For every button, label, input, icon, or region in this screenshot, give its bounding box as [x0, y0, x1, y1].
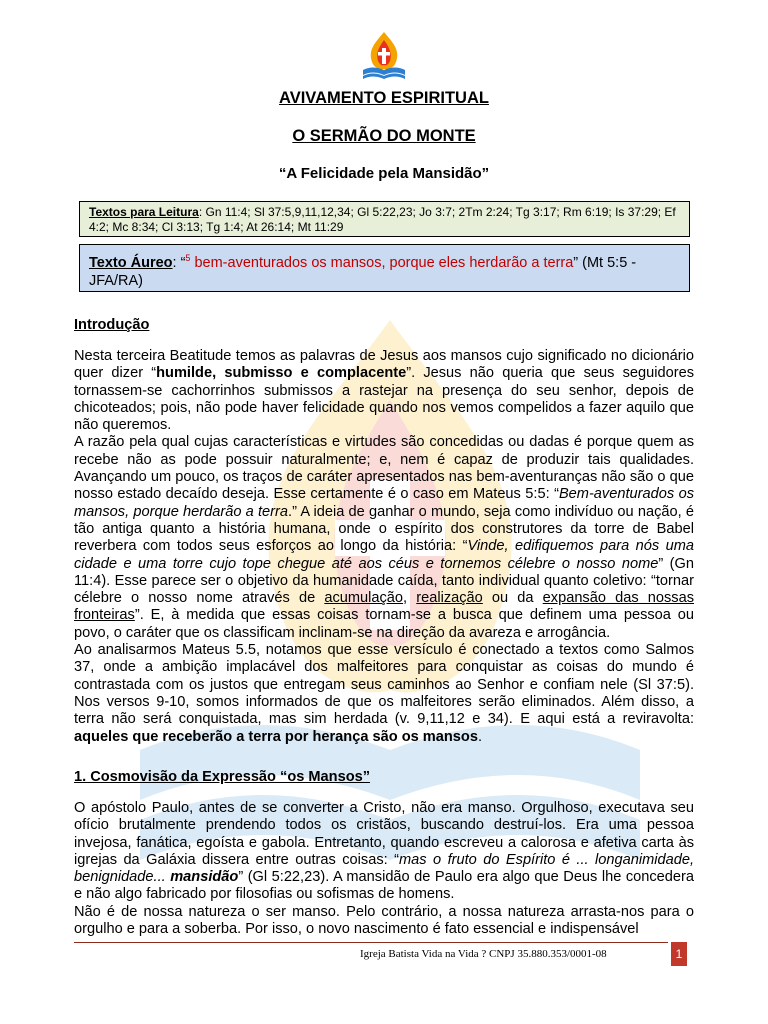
intro-body: [74, 348, 694, 746]
section-1-heading: 1. Cosmovisão da Expressão “os Mansos”: [74, 769, 371, 785]
intro-heading: Introdução: [74, 317, 150, 333]
sermon-title: O SERMÃO DO MONTE: [292, 127, 476, 145]
footer-church-info: Igreja Batista Vida na Vida ? CNPJ 35.880.353/0001-08: [360, 948, 607, 960]
section-1-paragraph-1: O apóstolo Paulo, antes de se converter a Cristo, não era manso. Orgulhoso, executava seu ofício brutalmente prendendo todos os cristãos, buscando destruí-los. Era uma pessoa invejosa, fanática, egoísta e gabola. Entretanto, quando escreveu a calorosa e afetiva carta às igrejas da Galáxia dissera entre outras coisas: “mas o fruto do Espírito é ... longanimidade, benignidade... mansidão” (Gl 5:22,23). A mansidão de Paulo era algo que Deus lhe concedera e não algo fabricado por filosofias ou sofismas de homens.: [74, 800, 694, 903]
golden-text-box: [79, 244, 690, 292]
section-1-body: [74, 800, 694, 938]
golden-label: Texto Áureo: [89, 254, 173, 271]
reading-texts-box: [79, 201, 690, 237]
page-number: 1: [671, 942, 687, 966]
sermon-subtitle: “A Felicidade pela Mansidão”: [278, 165, 490, 182]
intro-paragraph-2: A razão pela qual cujas características e virtudes são concedidas ou dadas é porque quem as recebe não as pode possuir naturalmente; e, nem é capaz de produzir tais qualidades. Avançando um pouco, os traços de caráter apresentados nas bem-aventuranças não são o que nosso estado decaído deseja. Esse certamente é o caso em Mateus 5:5: “Bem-aventurados os mansos, porque herdarão a terra.” A ideia de ganhar o mundo, seja como indivíduo ou nação, é tão antiga quanto a história humana, onde o espírito dos construtores da torre de Babel reverbera com todos seus esforços ao longo da história: “Vinde, edifiquemos para nós uma cidade e uma torre cujo tope chegue até aos céus e tornemos célebre o nosso nome” (Gn 11:4). Esse parece ser o objetivo da humanidade caída, tanto individual quanto coletivo: “tornar célebre o nosso nome através de acumulação, realização ou da expansão das nossas fronteiras”. E, à medida que essas coisas tornam-se a busca que definem uma pessoa ou povo, o caráter que os classificam inclinam-se na direção da avareza e arrogância.: [74, 434, 695, 641]
footer-divider: [74, 942, 668, 943]
intro-paragraph-3: Ao analisarmos Mateus 5.5, notamos que esse versículo é conectado a textos como Salmos 37, onde a ambição implacável dos malfeitores para conquistar as coisas do mundo é contrastada com os justos que entregam seus caminhos ao Senhor e confiam nele (Sl 37:5). Nos versos 9-10, somos informados de que os malfeitores serão eliminados. Além disso, a terra não será conquistada, mas sim herdada (v. 9,11,12 e 34). E aqui está a reviravolta: aqueles que receberão a terra por herança são os mansos.: [74, 642, 694, 745]
golden-verse: bem-aventurados os mansos, porque eles herdarão a terra: [190, 254, 574, 271]
reading-references: : Gn 11:4; Sl 37:5,9,11,12,34; Gl 5:22,23; Jo 3:7; 2Tm 2:24; Tg 3:17; Rm 6:19; Is 37:29; Ef 4:2; Mc 8:34; Cl 3:13; Tg 1:4; At 26:14; Mt 11:29: [89, 205, 676, 234]
intro-paragraph-1: Nesta terceira Beatitude temos as palavras de Jesus aos mansos cujo significado no dicionário quer dizer “humilde, submisso e complacente”. Jesus não queria que seus seguidores tornassem-se cachorrinhos submissos a rastejar na presença do seu senhor, depois de chicoteados; pois, não pode haver felicidade quando nos vemos compelidos a fazer aquilo que não queremos.: [74, 348, 694, 434]
reading-label: Textos para Leitura: [89, 205, 199, 219]
church-logo-icon: [360, 30, 408, 82]
golden-open-quote: : “: [172, 254, 186, 271]
section-1-paragraph-2: Não é de nossa natureza o ser manso. Pelo contrário, a nossa natureza arrasta-nos para o orgulho e para a soberba. Por isso, o novo nascimento é fato essencial e indispensável: [74, 903, 694, 938]
golden-reference: ” (Mt 5:5 - JFA/RA): [89, 254, 637, 289]
verse-number: 5: [185, 253, 191, 263]
document-title: AVIVAMENTO ESPIRITUAL: [279, 89, 489, 107]
